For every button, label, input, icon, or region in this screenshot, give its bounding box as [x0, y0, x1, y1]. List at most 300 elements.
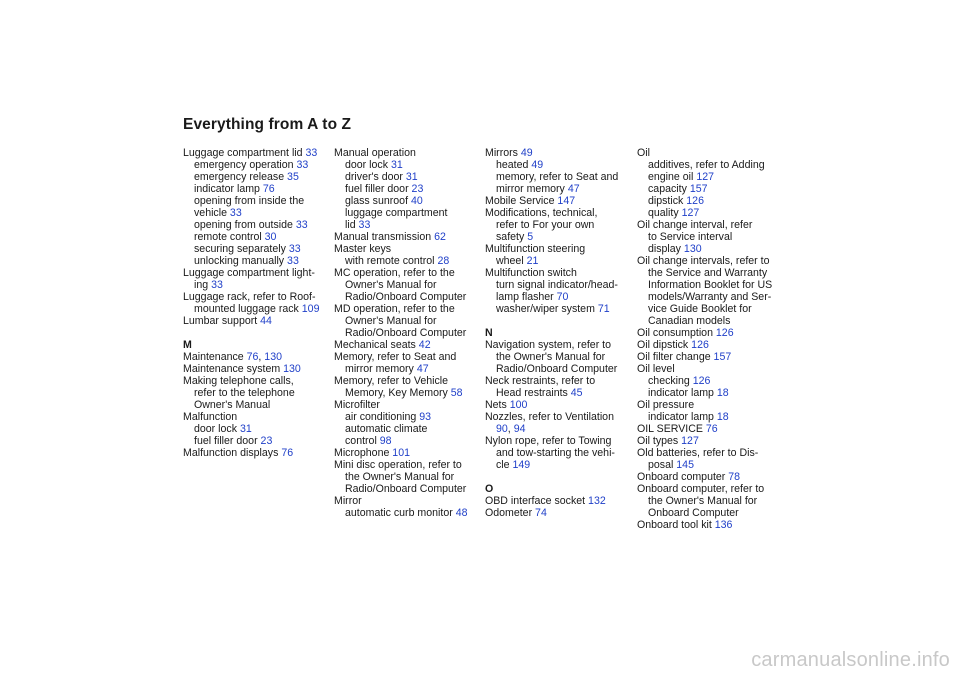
index-entry	[485, 435, 633, 447]
entry-text: mirror memory	[345, 363, 417, 375]
entry-text: unlocking manually	[194, 255, 288, 267]
page-link[interactable]: 71	[597, 303, 610, 315]
entry-text: Maintenance system	[183, 363, 284, 375]
index-entry	[183, 411, 331, 423]
index-subentry	[183, 171, 331, 183]
entry-text: Oil	[637, 147, 650, 159]
entry-text: to Service interval	[648, 231, 733, 243]
entry-text: Mirror	[334, 495, 362, 507]
page-link[interactable]: 30	[264, 231, 277, 243]
entry-text: lamp flasher	[496, 291, 557, 303]
entry-text: Oil consumption	[637, 327, 716, 339]
page-link[interactable]: 78	[728, 471, 741, 483]
index-subentry	[637, 459, 785, 471]
entry-text: luggage compartment	[345, 207, 448, 219]
entry-text: Radio/Onboard Computer	[345, 327, 467, 339]
page-link[interactable]: 76	[281, 447, 294, 459]
index-entry	[485, 195, 633, 207]
entry-text: Memory, Key Memory	[345, 387, 451, 399]
page-link[interactable]: 127	[681, 207, 700, 219]
page-link[interactable]: 33	[287, 255, 299, 267]
index-subentry	[183, 279, 331, 291]
index-subentry	[637, 267, 785, 279]
page-link[interactable]: 76	[705, 423, 718, 435]
index-entry	[637, 219, 785, 231]
index-subentry	[334, 219, 482, 231]
index-subentry	[485, 219, 633, 231]
entry-text: Oil dipstick	[637, 339, 692, 351]
index-entry	[334, 375, 482, 387]
page-link[interactable]: 31	[405, 171, 418, 183]
page-link[interactable]: 157	[689, 183, 708, 195]
entry-text: ing	[194, 279, 212, 291]
index-subentry	[334, 411, 482, 423]
index-entry	[334, 243, 482, 255]
entry-text: heated	[496, 159, 532, 171]
entry-text: Nylon rope, refer to Towing	[485, 435, 612, 447]
page-link[interactable]: 132	[588, 495, 606, 507]
entry-text: quality	[648, 207, 682, 219]
entry-text: Oil change interval, refer	[637, 219, 753, 231]
index-entry	[637, 447, 785, 459]
index-entry	[334, 399, 482, 411]
index-subentry	[637, 495, 785, 507]
page-link[interactable]: 149	[512, 459, 531, 471]
page-link[interactable]: 33	[296, 159, 309, 171]
page-link[interactable]: 31	[390, 159, 403, 171]
index-subentry	[183, 183, 331, 195]
index-letter-heading	[485, 483, 633, 495]
page-link[interactable]: 94	[513, 423, 526, 435]
entry-text: with remote control	[345, 255, 438, 267]
page-link[interactable]: 62	[434, 231, 446, 243]
entry-text: Mechanical seats	[334, 339, 419, 351]
entry-text: Mobile Service	[485, 195, 558, 207]
page-separator: ,	[258, 351, 265, 363]
index-subentry	[637, 507, 785, 519]
index-entry	[334, 147, 482, 159]
page-link[interactable]: 126	[686, 195, 704, 207]
index-subentry	[183, 255, 331, 267]
entry-text: refer to For your own	[496, 219, 595, 231]
page-link[interactable]: 147	[557, 195, 576, 207]
index-entry	[485, 507, 633, 519]
entry-text: Manual operation	[334, 147, 416, 159]
entry-text: Oil level	[637, 363, 675, 375]
entry-text: remote control	[194, 231, 265, 243]
page-link[interactable]: 127	[681, 435, 699, 447]
index-subentry	[183, 219, 331, 231]
page-link[interactable]: 47	[416, 363, 429, 375]
heading-letter: O	[485, 483, 494, 495]
entry-text: emergency release	[194, 171, 288, 183]
index-subentry	[334, 159, 482, 171]
entry-text: Maintenance	[183, 351, 247, 363]
index-entry	[637, 519, 785, 531]
entry-text: indicator lamp	[648, 387, 717, 399]
entry-text: Owner's Manual for	[345, 279, 437, 291]
entry-text: cle	[496, 459, 513, 471]
index-subentry	[183, 435, 331, 447]
page-link[interactable]: 126	[692, 375, 711, 387]
entry-text: automatic climate	[345, 423, 428, 435]
entry-text: washer/wiper system	[496, 303, 598, 315]
entry-text: Lumbar support	[183, 315, 261, 327]
entry-text: air conditioning	[345, 411, 420, 423]
page-separator: ,	[507, 423, 514, 435]
entry-text: Head restraints	[496, 387, 571, 399]
entry-text: models/Warranty and Ser-	[648, 291, 772, 303]
index-entry	[183, 315, 331, 327]
entry-text: Canadian models	[648, 315, 731, 327]
entry-text: OBD interface socket	[485, 495, 589, 507]
index-subentry	[334, 387, 482, 399]
index-subentry	[485, 171, 633, 183]
page-link[interactable]: 49	[520, 147, 533, 159]
index-subentry	[637, 243, 785, 255]
page-link[interactable]: 98	[379, 435, 392, 447]
page-link[interactable]: 49	[531, 159, 544, 171]
index-entry	[334, 267, 482, 279]
entry-text: Neck restraints, refer to	[485, 375, 596, 387]
page-link[interactable]: 145	[676, 459, 694, 471]
entry-text: the Owner's Manual for	[648, 495, 758, 507]
index-entry	[485, 147, 633, 159]
index-subentry	[334, 423, 482, 435]
entry-text: Owner's Manual for	[345, 315, 437, 327]
entry-text: opening from inside the	[194, 195, 305, 207]
index-subentry	[183, 159, 331, 171]
page-link[interactable]: 18	[716, 387, 729, 399]
index-entry	[485, 495, 633, 507]
entry-text: Luggage compartment light-	[183, 267, 315, 279]
page-link[interactable]: 126	[691, 339, 709, 351]
entry-text: Radio/Onboard Computer	[345, 291, 467, 303]
index-subentry	[637, 291, 785, 303]
index-subentry	[637, 375, 785, 387]
entry-text: OIL SERVICE	[637, 423, 706, 435]
entry-text: Multifunction steering	[485, 243, 586, 255]
entry-text: additives, refer to Adding	[648, 159, 765, 171]
entry-text: and tow-starting the vehi-	[496, 447, 615, 459]
index-subentry	[183, 303, 331, 315]
index-column-4	[637, 147, 785, 531]
entry-text: glass sunroof	[345, 195, 411, 207]
entry-text: Onboard computer, refer to	[637, 483, 765, 495]
entry-text: Oil filter change	[637, 351, 714, 363]
page-link[interactable]: 101	[392, 447, 410, 459]
index-subentry	[637, 303, 785, 315]
index-entry	[637, 147, 785, 159]
page-link[interactable]: 109	[301, 303, 320, 315]
page-link[interactable]: 76	[246, 351, 259, 363]
entry-text: posal	[648, 459, 677, 471]
entry-text: Onboard computer	[637, 471, 729, 483]
entry-text: Onboard Computer	[648, 507, 739, 519]
page-link[interactable]: 126	[715, 327, 734, 339]
page-link[interactable]: 136	[714, 519, 733, 531]
page-link[interactable]: 58	[450, 387, 463, 399]
index-entry	[334, 495, 482, 507]
entry-text: Modifications, technical,	[485, 207, 598, 219]
entry-text: wheel	[496, 255, 527, 267]
index-entry	[637, 339, 785, 351]
index-column-2	[334, 147, 482, 519]
page-link[interactable]: 130	[683, 243, 702, 255]
entry-text: emergency operation	[194, 159, 297, 171]
page-link[interactable]: 18	[716, 411, 729, 423]
entry-text: mirror memory	[496, 183, 568, 195]
page-link[interactable]: 33	[211, 279, 223, 291]
entry-text: securing separately	[194, 243, 289, 255]
index-entry	[485, 243, 633, 255]
page-link[interactable]: 33	[305, 147, 318, 159]
index-subentry	[637, 159, 785, 171]
entry-text: Luggage rack, refer to Roof-	[183, 291, 316, 303]
entry-text: mounted luggage rack	[194, 303, 302, 315]
index-letter-heading	[485, 327, 633, 339]
page-link[interactable]: 23	[411, 183, 424, 195]
index-entry	[485, 339, 633, 351]
index-entry	[637, 327, 785, 339]
page-link[interactable]: 76	[262, 183, 275, 195]
index-subentry	[334, 507, 482, 519]
index-entry	[183, 351, 331, 363]
index-subentry	[485, 459, 633, 471]
index-subentry	[334, 327, 482, 339]
index-subentry	[334, 471, 482, 483]
page-link[interactable]: 42	[418, 339, 431, 351]
entry-text: MC operation, refer to the	[334, 267, 455, 279]
index-subentry	[334, 435, 482, 447]
index-subentry	[485, 255, 633, 267]
index-entry	[637, 471, 785, 483]
entry-text: Oil pressure	[637, 399, 695, 411]
entry-text: turn signal indicator/head-	[496, 279, 618, 291]
entry-text: Microphone	[334, 447, 393, 459]
index-subentry	[334, 315, 482, 327]
page-link[interactable]: 31	[239, 423, 252, 435]
page-link[interactable]: 5	[527, 231, 534, 243]
index-subentry	[183, 423, 331, 435]
page-link[interactable]: 40	[410, 195, 423, 207]
entry-text: the Owner's Manual for	[345, 471, 455, 483]
index-subentry	[485, 231, 633, 243]
index-subentry	[183, 387, 331, 399]
index-subentry	[485, 279, 633, 291]
index-subentry	[485, 351, 633, 363]
entry-text: fuel filler door	[194, 435, 261, 447]
entry-text: door lock	[345, 159, 391, 171]
index-subentry	[334, 291, 482, 303]
entry-text: Making telephone calls,	[183, 375, 294, 387]
index-entry	[334, 459, 482, 471]
index-subentry	[637, 195, 785, 207]
index-subentry	[183, 195, 331, 207]
index-subentry	[485, 447, 633, 459]
index-subentry	[485, 159, 633, 171]
index-entry	[637, 255, 785, 267]
page-link[interactable]: 33	[295, 219, 308, 231]
entry-text: Information Booklet for US	[648, 279, 773, 291]
entry-text: Malfunction	[183, 411, 238, 423]
entry-text: opening from outside	[194, 219, 296, 231]
entry-text: refer to the telephone	[194, 387, 295, 399]
index-entry	[334, 231, 482, 243]
entry-text: Oil types	[637, 435, 682, 447]
entry-text: capacity	[648, 183, 690, 195]
index-entry	[637, 435, 785, 447]
page-link[interactable]: 21	[526, 255, 539, 267]
index-entry	[183, 447, 331, 459]
entry-text: Microfilter	[334, 399, 380, 411]
entry-text: door lock	[194, 423, 240, 435]
page-link[interactable]: 90	[496, 423, 508, 435]
index-subentry	[485, 303, 633, 315]
index-column-1	[183, 147, 331, 459]
index-subentry	[485, 291, 633, 303]
entry-text: Malfunction displays	[183, 447, 282, 459]
page-link[interactable]: 33	[358, 219, 371, 231]
entry-text: engine oil	[648, 171, 697, 183]
page-link[interactable]: 48	[455, 507, 468, 519]
index-subentry	[334, 207, 482, 219]
entry-text: indicator lamp	[194, 183, 263, 195]
page-link[interactable]: 70	[556, 291, 569, 303]
heading-letter: M	[183, 339, 192, 351]
index-subentry	[637, 171, 785, 183]
entry-text: indicator lamp	[648, 411, 717, 423]
index-subentry	[637, 207, 785, 219]
index-subentry	[183, 207, 331, 219]
index-entry	[334, 351, 482, 363]
index-entry	[637, 483, 785, 495]
entry-text: Old batteries, refer to Dis-	[637, 447, 759, 459]
index-subentry	[637, 183, 785, 195]
entry-text: Manual transmission	[334, 231, 435, 243]
index-entry	[334, 303, 482, 315]
page-link[interactable]: 45	[570, 387, 583, 399]
entry-text: automatic curb monitor	[345, 507, 456, 519]
page-link[interactable]: 44	[260, 315, 272, 327]
page-link[interactable]: 93	[419, 411, 431, 423]
page-link[interactable]: 33	[229, 207, 242, 219]
index-entry	[183, 147, 331, 159]
entry-text: Oil change intervals, refer to	[637, 255, 770, 267]
index-entry	[637, 399, 785, 411]
entry-text: Memory, refer to Seat and	[334, 351, 457, 363]
page-link[interactable]: 130	[283, 363, 301, 375]
index-subentry	[637, 387, 785, 399]
entry-text: control	[345, 435, 380, 447]
index-subentry	[637, 279, 785, 291]
index-subentry	[334, 255, 482, 267]
entry-text: Odometer	[485, 507, 536, 519]
entry-text: display	[648, 243, 684, 255]
page-link[interactable]: 47	[567, 183, 580, 195]
entry-text: MD operation, refer to the	[334, 303, 455, 315]
index-entry	[485, 399, 633, 411]
entry-text: Onboard tool kit	[637, 519, 715, 531]
page-link[interactable]: 74	[535, 507, 547, 519]
entry-text: checking	[648, 375, 693, 387]
entry-text: fuel filler door	[345, 183, 412, 195]
entry-text: Mirrors	[485, 147, 521, 159]
page-link[interactable]: 130	[264, 351, 282, 363]
index-subentry	[334, 363, 482, 375]
entry-text: Owner's Manual	[194, 399, 271, 411]
entry-text: Multifunction switch	[485, 267, 577, 279]
entry-text: memory, refer to Seat and	[496, 171, 619, 183]
entry-text: Master keys	[334, 243, 392, 255]
index-entry	[334, 447, 482, 459]
index-entry	[334, 339, 482, 351]
entry-text: vice Guide Booklet for	[648, 303, 752, 315]
index-subentry	[334, 195, 482, 207]
index-subentry	[485, 423, 633, 435]
entry-text: safety	[496, 231, 528, 243]
index-subentry	[334, 483, 482, 495]
page-link[interactable]: 23	[260, 435, 273, 447]
entry-text: Nozzles, refer to Ventilation	[485, 411, 614, 423]
entry-text: the Owner's Manual for	[496, 351, 606, 363]
index-subentry	[485, 387, 633, 399]
index-entry	[183, 291, 331, 303]
page-link[interactable]: 127	[696, 171, 714, 183]
index-letter-heading	[183, 339, 331, 351]
page-title: Everything from A to Z	[183, 116, 352, 133]
index-subentry	[637, 231, 785, 243]
index-entry	[637, 351, 785, 363]
page-link[interactable]: 33	[288, 243, 301, 255]
entry-text: lid	[345, 219, 359, 231]
entry-text: Mini disc operation, refer to	[334, 459, 462, 471]
index-subentry	[334, 279, 482, 291]
index-entry	[485, 207, 633, 219]
entry-text: driver's door	[345, 171, 406, 183]
index-entry	[485, 411, 633, 423]
index-entry	[183, 267, 331, 279]
heading-letter: N	[485, 327, 493, 339]
index-column-3	[485, 147, 633, 519]
index-entry	[637, 423, 785, 435]
entry-text: dipstick	[648, 195, 687, 207]
index-entry	[485, 375, 633, 387]
index-entry	[485, 267, 633, 279]
index-subentry	[485, 183, 633, 195]
page-link[interactable]: 157	[713, 351, 732, 363]
index-subentry	[183, 231, 331, 243]
entry-text: Radio/Onboard Computer	[345, 483, 467, 495]
entry-text: Memory, refer to Vehicle	[334, 375, 449, 387]
index-subentry	[334, 183, 482, 195]
index-subentry	[637, 315, 785, 327]
entry-text: the Service and Warranty	[648, 267, 768, 279]
index-subentry	[183, 243, 331, 255]
entry-text: vehicle	[194, 207, 230, 219]
index-entry	[183, 363, 331, 375]
index-entry	[183, 375, 331, 387]
entry-text: Nets	[485, 399, 510, 411]
page-link[interactable]: 100	[509, 399, 528, 411]
entry-text: Radio/Onboard Computer	[496, 363, 618, 375]
index-entry	[637, 363, 785, 375]
page-link[interactable]: 35	[287, 171, 299, 183]
index-subentry	[334, 171, 482, 183]
entry-text: Luggage compartment lid	[183, 147, 306, 159]
index-subentry	[637, 411, 785, 423]
page-link[interactable]: 28	[437, 255, 450, 267]
